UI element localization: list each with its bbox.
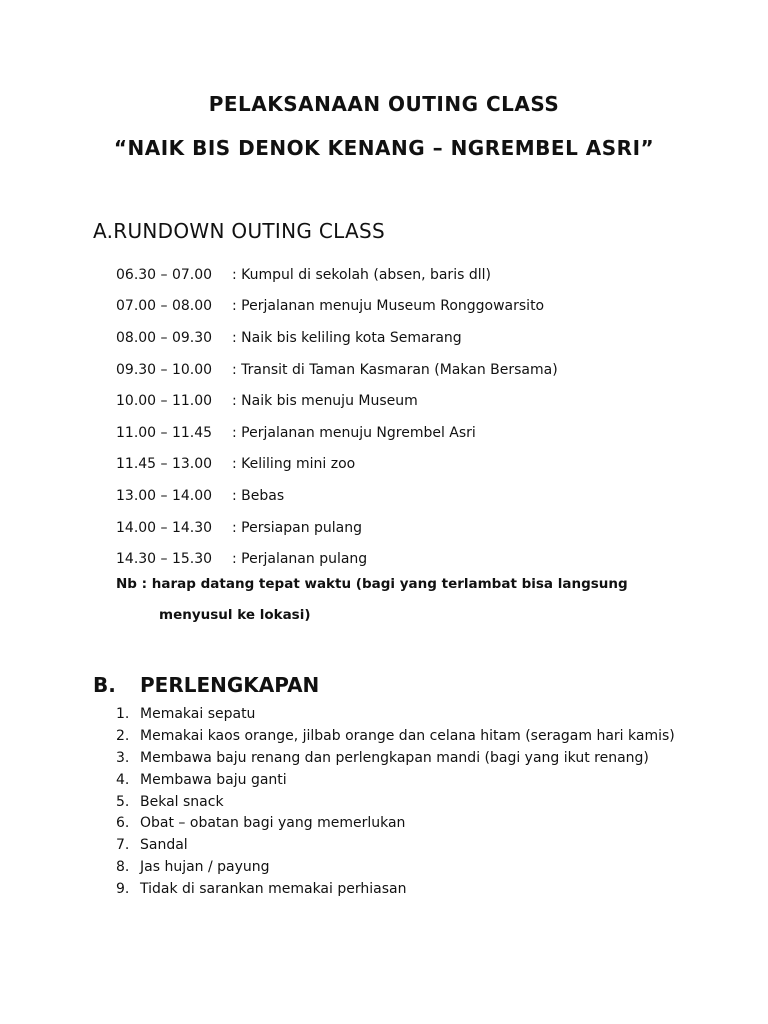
rundown-item xyxy=(116,543,736,575)
rundown-activity: : Naik bis keliling kota Semarang xyxy=(232,329,462,346)
equipment-number: 1. xyxy=(116,705,130,722)
equipment-text: Membawa baju ganti xyxy=(140,771,287,788)
rundown-list xyxy=(116,259,736,575)
rundown-time: 06.30 – 07.00 xyxy=(116,266,213,283)
equipment-item xyxy=(116,834,716,856)
rundown-item xyxy=(116,449,736,481)
rundown-activity: : Naik bis menuju Museum xyxy=(232,393,418,410)
rundown-time: 13.00 – 14.00 xyxy=(116,487,213,504)
equipment-number: 7. xyxy=(116,837,130,854)
rundown-time: 11.00 – 11.45 xyxy=(116,424,213,441)
equipment-number: 2. xyxy=(116,727,130,744)
equipment-item xyxy=(116,703,716,725)
equipment-text: Tidak di sarankan memakai perhiasan xyxy=(140,881,407,898)
rundown-time: 07.00 – 08.00 xyxy=(116,298,213,315)
rundown-activity: : Perjalanan menuju Museum Ronggowarsito xyxy=(232,298,545,315)
rundown-time: 09.30 – 10.00 xyxy=(116,361,213,378)
equipment-text: Sandal xyxy=(140,837,188,854)
equipment-item xyxy=(116,812,716,834)
rundown-item xyxy=(116,259,736,291)
rundown-item xyxy=(116,322,736,354)
section-a-heading: A.RUNDOWN OUTING CLASS xyxy=(93,219,385,243)
note-text-line1: : harap datang tepat waktu (bagi yang terlambat bisa langsung xyxy=(141,576,628,592)
equipment-text: Memakai sepatu xyxy=(140,705,256,722)
rundown-activity: : Kumpul di sekolah (absen, baris dll) xyxy=(232,266,491,283)
rundown-item xyxy=(116,354,736,386)
document-subtitle: “NAIK BIS DENOK KENANG – NGREMBEL ASRI” xyxy=(113,136,655,160)
rundown-activity: : Perjalanan pulang xyxy=(232,551,368,568)
rundown-time: 10.00 – 11.00 xyxy=(116,393,213,410)
rundown-activity: : Perjalanan menuju Ngrembel Asri xyxy=(232,424,476,441)
equipment-number: 3. xyxy=(116,749,130,766)
section-b-heading xyxy=(93,673,319,697)
rundown-item xyxy=(116,417,736,449)
rundown-item xyxy=(116,385,736,417)
rundown-time: 14.30 – 15.30 xyxy=(116,551,213,568)
document-title: PELAKSANAAN OUTING CLASS xyxy=(208,92,560,116)
rundown-item xyxy=(116,512,736,544)
equipment-number: 8. xyxy=(116,859,130,876)
equipment-number: 4. xyxy=(116,771,130,788)
rundown-activity: : Bebas xyxy=(232,487,285,504)
rundown-time: 14.00 – 14.30 xyxy=(116,519,213,536)
rundown-activity: : Persiapan pulang xyxy=(232,519,363,536)
rundown-time: 11.45 – 13.00 xyxy=(116,456,213,473)
equipment-text: Jas hujan / payung xyxy=(140,859,270,876)
equipment-text: Membawa baju renang dan perlengkapan mandi (bagi yang ikut renang) xyxy=(140,749,649,766)
section-b-title: PERLENGKAPAN xyxy=(140,673,320,697)
rundown-activity: : Transit di Taman Kasmaran (Makan Bersama) xyxy=(232,361,558,378)
rundown-time: 08.00 – 09.30 xyxy=(116,329,213,346)
equipment-item xyxy=(116,791,716,813)
equipment-item xyxy=(116,856,716,878)
rundown-item xyxy=(116,291,736,323)
equipment-text: Bekal snack xyxy=(140,793,224,810)
equipment-number: 6. xyxy=(116,815,130,832)
section-b-letter: B. xyxy=(93,673,116,697)
equipment-text: Memakai kaos orange, jilbab orange dan celana hitam (seragam hari kamis) xyxy=(140,727,675,744)
equipment-item xyxy=(116,769,716,791)
rundown-activity: : Keliling mini zoo xyxy=(232,456,356,473)
equipment-list xyxy=(116,703,716,900)
equipment-number: 5. xyxy=(116,793,130,810)
rundown-item xyxy=(116,480,736,512)
note-text-line2: menyusul ke lokasi) xyxy=(159,607,311,623)
equipment-item xyxy=(116,878,716,900)
equipment-item xyxy=(116,725,716,747)
equipment-item xyxy=(116,747,716,769)
equipment-number: 9. xyxy=(116,881,130,898)
note-block xyxy=(116,576,676,623)
note-label: Nb xyxy=(116,576,137,592)
equipment-text: Obat – obatan bagi yang memerlukan xyxy=(140,815,406,832)
